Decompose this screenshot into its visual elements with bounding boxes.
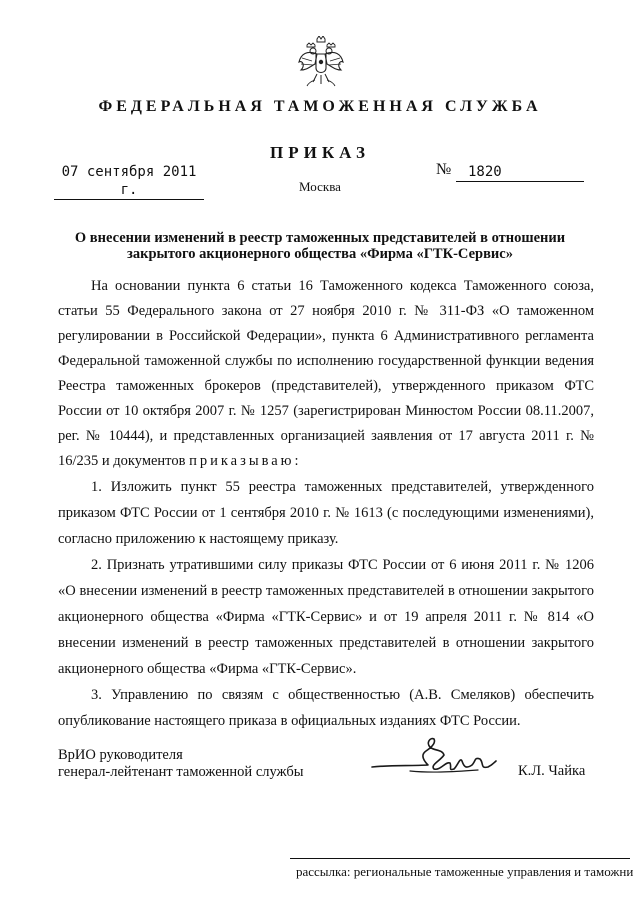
eagle-emblem-icon xyxy=(297,36,345,88)
order-item-3: 3. Управлению по связям с общественностью (А.В. Смеляков) обеспечить опубликование настоящего приказа в официальных изданиях ФТС России. xyxy=(58,687,594,729)
order-number-label: № xyxy=(436,161,452,178)
order-item-2: 2. Признать утратившими силу приказы ФТС России от 6 июня 2011 г. № 1206 «О внесении изменений в реестр таможенных представителей в отношении закрытого акционерного общества «Фирма «ГТК-Сервис» и от 19 апреля 2011 г. № 814 «О внесении изменений в реестр таможенных представителей в отношении закрытого акционерного общества «Фирма «ГТК-Сервис». xyxy=(58,557,594,677)
order-item-1: 1. Изложить пункт 55 реестра таможенных представителей, утвержденного приказом ФТС России от 1 сентября 2010 г. № 1613 (с последующими изменениями), согласно приложению к настоящему приказу. xyxy=(58,479,594,547)
footer-divider xyxy=(290,858,630,859)
signatory-title xyxy=(58,747,304,781)
issue-city: Москва xyxy=(299,179,341,194)
signatory-role-line-2: генерал-лейтенант таможенной службы xyxy=(58,764,304,780)
handwritten-signature xyxy=(370,735,498,781)
order-subject: О внесении изменений в реестр таможенных представителей в отношении закрытого акционерного общества «Фирма «ГТК-Сервис» xyxy=(74,230,566,262)
signatory-name: К.Л. Чайка xyxy=(518,763,586,779)
order-body xyxy=(58,274,594,734)
preamble-paragraph xyxy=(58,274,594,474)
order-date: 07 сентября 2011 г. xyxy=(54,163,204,200)
agency-name: ФЕДЕРАЛЬНАЯ ТАМОЖЕННАЯ СЛУЖБА xyxy=(98,98,542,115)
document-type-title: ПРИКАЗ xyxy=(270,143,370,162)
mailing-list: рассылка: региональные таможенные управления и таможни xyxy=(296,864,634,879)
signatory-role-line-1: ВрИО руководителя xyxy=(58,747,183,763)
preamble-text: На основании пункта 6 статьи 16 Таможенного кодекса Таможенного союза, статьи 55 Федерального закона от 27 ноября 2010 г. № 311-ФЗ «О таможенном регулировании в Российской Федерации», пункта 6 Административного регламента Федеральной таможенной службы по исполнению государственной функции ведения Реестра таможенных брокеров (представителей), утвержденного приказом ФТС России от 10 октября 2007 г. № 1257 (зарегистрирован Минюстом России 08.11.2007, рег. № 10444), и представленных организацией заявления от 17 августа 2011 г. № 16/235 и документов xyxy=(58,278,594,469)
command-word: приказываю: xyxy=(189,453,302,469)
order-number: 1820 xyxy=(456,163,584,182)
